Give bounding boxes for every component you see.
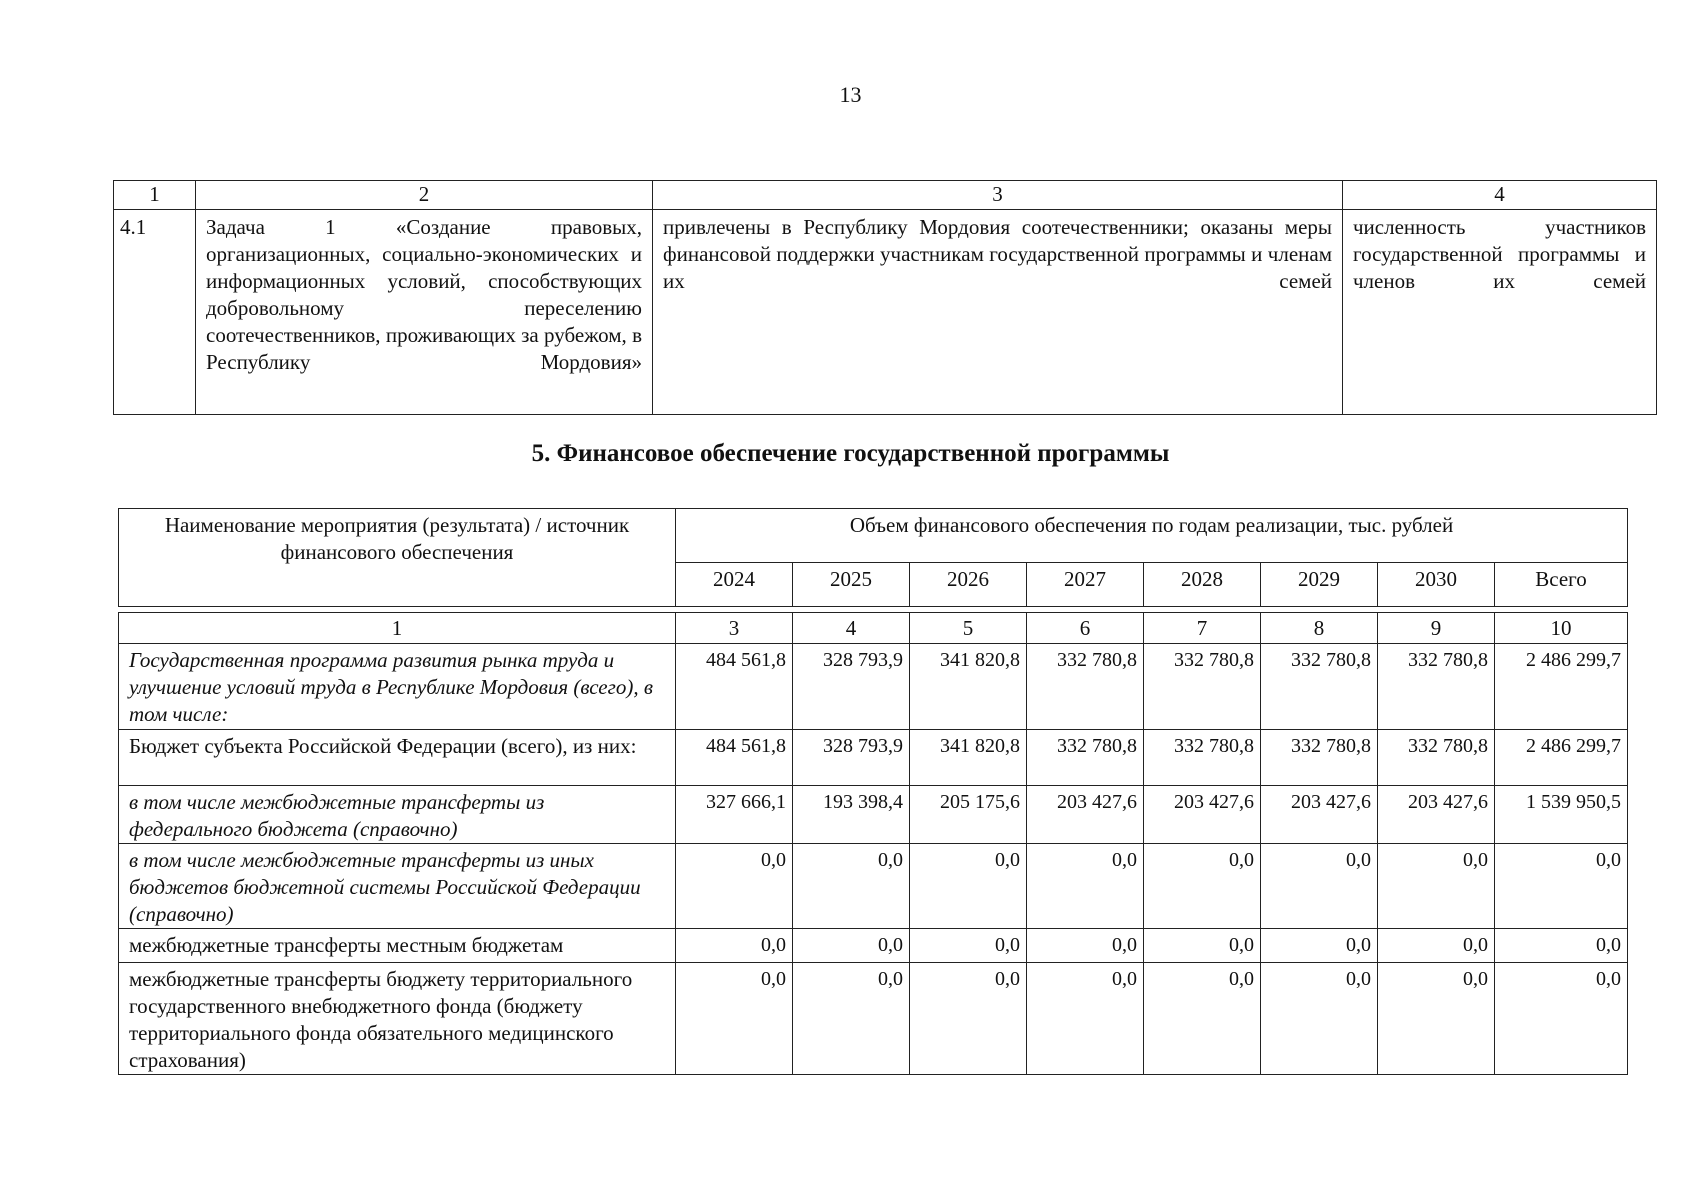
finance-row bbox=[119, 929, 1628, 963]
finance-value-cell: 0,0 bbox=[793, 844, 910, 929]
finance-row bbox=[119, 644, 1628, 730]
year-header: 2025 bbox=[793, 563, 910, 607]
finance-colnum-row bbox=[119, 613, 1628, 644]
finance-value-cell: 0,0 bbox=[1027, 963, 1144, 1075]
finance-value-cell: 0,0 bbox=[1378, 844, 1495, 929]
col-number: 3 bbox=[676, 613, 793, 644]
finance-row bbox=[119, 730, 1628, 786]
finance-value-cell: 0,0 bbox=[910, 929, 1027, 963]
finance-value-cell: 0,0 bbox=[1144, 844, 1261, 929]
year-header: 2024 bbox=[676, 563, 793, 607]
col-number: 1 bbox=[119, 613, 676, 644]
finance-total-cell: 1 539 950,5 bbox=[1495, 786, 1628, 844]
task-result: привлечены в Республику Мордовия соотечественники; оказаны меры финансовой поддержки участникам государственной программы и членам их семей bbox=[653, 210, 1343, 415]
finance-value-cell: 332 780,8 bbox=[1378, 644, 1495, 730]
year-header: 2030 bbox=[1378, 563, 1495, 607]
finance-header-row bbox=[119, 509, 1628, 563]
finance-row-name: в том числе межбюджетные трансферты из федерального бюджета (справочно) bbox=[119, 786, 676, 844]
finance-row-name: межбюджетные трансферты местным бюджетам bbox=[119, 929, 676, 963]
finance-row-name: в том числе межбюджетные трансферты из иных бюджетов бюджетной системы Российской Федерации (справочно) bbox=[119, 844, 676, 929]
col-number: 5 bbox=[910, 613, 1027, 644]
finance-value-cell: 341 820,8 bbox=[910, 730, 1027, 786]
finance-row-name: Государственная программа развития рынка труда и улучшение условий труда в Республике Мордовия (всего), в том числе: bbox=[119, 644, 676, 730]
finance-row-name: Бюджет субъекта Российской Федерации (всего), из них: bbox=[119, 730, 676, 786]
finance-value-cell: 332 780,8 bbox=[1144, 644, 1261, 730]
col-number: 9 bbox=[1378, 613, 1495, 644]
finance-value-cell: 0,0 bbox=[1144, 929, 1261, 963]
year-header: 2029 bbox=[1261, 563, 1378, 607]
finance-name-header: Наименование мероприятия (результата) / источник финансового обеспечения bbox=[119, 509, 676, 607]
finance-value-cell: 0,0 bbox=[1261, 929, 1378, 963]
finance-value-cell: 341 820,8 bbox=[910, 644, 1027, 730]
finance-value-cell: 0,0 bbox=[1378, 929, 1495, 963]
section-title: 5. Финансовое обеспечение государственной программы bbox=[531, 440, 1170, 467]
finance-group-header: Объем финансового обеспечения по годам реализации, тыс. рублей bbox=[676, 509, 1628, 563]
col-number: 8 bbox=[1261, 613, 1378, 644]
finance-value-cell: 203 427,6 bbox=[1027, 786, 1144, 844]
finance-value-cell: 0,0 bbox=[793, 963, 910, 1075]
task-description: Задача 1 «Создание правовых, организационных, социально-экономических и информационных условий, способствующих добровольному переселению соотечественников, проживающих за рубежом, в Республику Мордовия» bbox=[196, 210, 653, 415]
finance-value-cell: 328 793,9 bbox=[793, 644, 910, 730]
finance-value-cell: 484 561,8 bbox=[676, 644, 793, 730]
task-table bbox=[113, 180, 1657, 415]
col-number: 6 bbox=[1027, 613, 1144, 644]
finance-value-cell: 332 780,8 bbox=[1261, 644, 1378, 730]
finance-value-cell: 0,0 bbox=[1261, 844, 1378, 929]
finance-value-cell: 0,0 bbox=[676, 963, 793, 1075]
finance-value-cell: 203 427,6 bbox=[1378, 786, 1495, 844]
finance-table bbox=[118, 508, 1628, 1075]
year-header: 2028 bbox=[1144, 563, 1261, 607]
finance-value-cell: 484 561,8 bbox=[676, 730, 793, 786]
total-header: Всего bbox=[1495, 563, 1628, 607]
finance-value-cell: 0,0 bbox=[910, 844, 1027, 929]
finance-value-cell: 0,0 bbox=[1144, 963, 1261, 1075]
year-header: 2027 bbox=[1027, 563, 1144, 607]
task-col-number: 3 bbox=[653, 181, 1343, 210]
finance-row bbox=[119, 963, 1628, 1075]
col-number: 4 bbox=[793, 613, 910, 644]
finance-value-cell: 332 780,8 bbox=[1378, 730, 1495, 786]
finance-value-cell: 332 780,8 bbox=[1027, 730, 1144, 786]
finance-value-cell: 0,0 bbox=[910, 963, 1027, 1075]
task-table-header-row bbox=[114, 181, 1657, 210]
col-number: 7 bbox=[1144, 613, 1261, 644]
finance-value-cell: 0,0 bbox=[793, 929, 910, 963]
finance-rows bbox=[119, 644, 1628, 1075]
finance-value-cell: 0,0 bbox=[1261, 963, 1378, 1075]
task-col-number: 4 bbox=[1343, 181, 1657, 210]
finance-total-cell: 2 486 299,7 bbox=[1495, 730, 1628, 786]
task-indicator: численность участников государственной программы и членов их семей bbox=[1343, 210, 1657, 415]
finance-value-cell: 0,0 bbox=[676, 929, 793, 963]
finance-total-cell: 0,0 bbox=[1495, 929, 1628, 963]
task-index: 4.1 bbox=[114, 210, 196, 415]
finance-value-cell: 0,0 bbox=[1027, 929, 1144, 963]
task-row bbox=[114, 210, 1657, 415]
finance-total-cell: 2 486 299,7 bbox=[1495, 644, 1628, 730]
finance-total-cell: 0,0 bbox=[1495, 963, 1628, 1075]
finance-value-cell: 328 793,9 bbox=[793, 730, 910, 786]
finance-value-cell: 203 427,6 bbox=[1261, 786, 1378, 844]
task-col-number: 1 bbox=[114, 181, 196, 210]
finance-value-cell: 332 780,8 bbox=[1144, 730, 1261, 786]
finance-value-cell: 0,0 bbox=[1378, 963, 1495, 1075]
task-col-number: 2 bbox=[196, 181, 653, 210]
finance-value-cell: 203 427,6 bbox=[1144, 786, 1261, 844]
col-number: 10 bbox=[1495, 613, 1628, 644]
finance-total-cell: 0,0 bbox=[1495, 844, 1628, 929]
finance-row bbox=[119, 844, 1628, 929]
finance-value-cell: 0,0 bbox=[1027, 844, 1144, 929]
year-header: 2026 bbox=[910, 563, 1027, 607]
finance-value-cell: 332 780,8 bbox=[1027, 644, 1144, 730]
finance-row-name: межбюджетные трансферты бюджету территориального государственного внебюджетного фонда (бюджету территориального фонда обязательного медицинского страхования) bbox=[119, 963, 676, 1075]
finance-value-cell: 205 175,6 bbox=[910, 786, 1027, 844]
page-number: 13 bbox=[839, 82, 862, 107]
finance-value-cell: 0,0 bbox=[676, 844, 793, 929]
finance-value-cell: 332 780,8 bbox=[1261, 730, 1378, 786]
finance-value-cell: 193 398,4 bbox=[793, 786, 910, 844]
finance-value-cell: 327 666,1 bbox=[676, 786, 793, 844]
finance-row bbox=[119, 786, 1628, 844]
